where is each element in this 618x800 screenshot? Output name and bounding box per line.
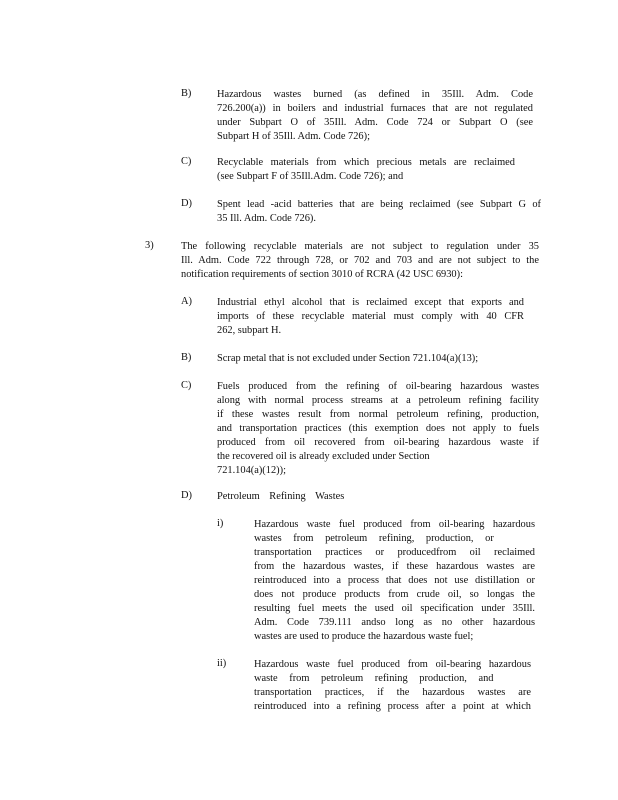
item-text [254,518,535,644]
item-label: i) [217,518,224,529]
text-line: 726.200(a)) in boilers and industrial furnaces that are not regulated [217,103,533,114]
text-line: does not produce products from crude oil, so longas the [254,589,535,600]
text-line: imports of these recyclable material must comply with 40 CFR [217,311,524,322]
text-line: the recovered oil is already excluded under Section [217,451,430,462]
text-line: under Subpart O of 35Ill. Adm. Code 724 or Subpart O (see [217,117,533,128]
text-line: notification requirements of section 3010 of RCRA (42 USC 6930): [181,269,463,280]
text-line: wastes from petroleum refining, production, or [254,533,494,544]
text-line: 35 Ill. Adm. Code 726). [217,213,316,224]
item-label: B) [181,88,192,99]
text-line: resulting fuel meets the used oil specification under 35Ill. [254,603,535,614]
item-text [217,198,541,226]
item-text [217,156,515,184]
item-label: ii) [217,658,227,669]
text-line: Subpart H of 35Ill. Adm. Code 726); [217,131,370,142]
text-line: produced from oil recovered from oil-bearing hazardous waste if [217,437,539,448]
text-line: if these wastes result from normal petroleum refining, production, [217,409,539,420]
text-line: Fuels produced from the refining of oil-bearing hazardous wastes [217,381,539,392]
text-line: Hazardous waste fuel produced from oil-bearing hazardous [254,519,535,530]
item-text [217,490,357,504]
item-label: A) [181,296,192,307]
item-label: B) [181,352,192,363]
text-line: along with normal process streams at a petroleum refining facility [217,395,539,406]
item-text [217,352,507,366]
text-line: Industrial ethyl alcohol that is reclaimed except that exports and [217,297,524,308]
text-line: transportation practices, if the hazardous wastes are [254,687,531,698]
text-line: wastes are used to produce the hazardous waste fuel; [254,631,474,642]
item-text [254,658,531,714]
text-line: The following recyclable materials are not subject to regulation under 35 [181,241,539,252]
item-label: D) [181,198,192,209]
text-line: Hazardous waste fuel produced from oil-bearing hazardous [254,659,531,670]
text-line: transportation practices or producedfrom oil reclaimed [254,547,535,558]
text-line: 262, subpart H. [217,325,282,336]
text-line: and transportation practices (this exemption does not apply to fuels [217,423,539,434]
text-line: Hazardous wastes burned (as defined in 35Ill. Adm. Code [217,89,533,100]
item-label: D) [181,490,192,501]
text-line: 721.104(a)(12)); [217,465,286,476]
text-line: (see Subpart F of 35Ill.Adm. Code 726); and [217,171,404,182]
text-line: Scrap metal that is not excluded under Section 721.104(a)(13); [217,353,479,364]
text-line: Petroleum Refining Wastes [217,491,345,502]
text-line: Recyclable materials from which precious metals are reclaimed [217,157,515,168]
item-label: C) [181,380,192,391]
text-line: reintroduced into a process that does not use distillation or [254,575,535,586]
item-label: C) [181,156,192,167]
item-text [217,380,539,478]
text-line: Spent lead -acid batteries that are being reclaimed (see Subpart G of [217,199,541,210]
item-text [181,240,539,282]
text-line: waste from petroleum refining production, and [254,673,494,684]
text-line: Adm. Code 739.111 andso long as no other hazardous [254,617,535,628]
item-text [217,296,524,338]
text-line: Ill. Adm. Code 722 through 728, or 702 and 703 and are not subject to the [181,255,539,266]
text-line: from the hazardous wastes, if these hazardous wastes are [254,561,535,572]
text-line: reintroduced into a refining process after a point at which [254,701,531,712]
item-label: 3) [145,240,154,251]
item-text [217,88,533,144]
